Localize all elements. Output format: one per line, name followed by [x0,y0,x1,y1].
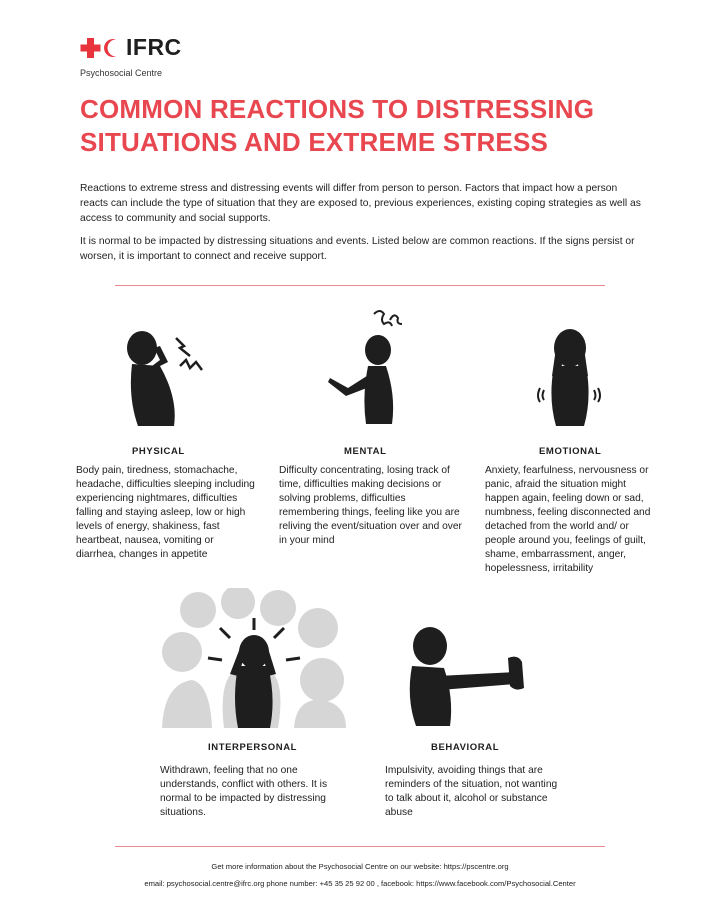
category-title-physical: PHYSICAL [132,446,185,457]
divider-bottom [115,846,605,847]
subbrand: Psychosocial Centre [80,68,163,78]
footer-contact-line: email: psychosocial.centre@ifrc.org phone number: +45 35 25 92 00 , facebook: https://www.facebook.com/Psychosocial.Center [144,879,576,888]
intro-paragraph-2: It is normal to be impacted by distressing situations and events. Listed below are common reactions. If the signs persist or worsen, it is important to connect and receive support. [80,236,635,262]
category-text-mental: Difficulty concentrating, losing track of time, difficulties making decisions or solving problems, difficulties remembering things, feeling like you are reliving the event/situation over and over in your mind [279,465,462,546]
physical-pain-figure-icon [110,318,210,428]
divider-top [115,285,605,286]
intro-paragraph-1: Reactions to extreme stress and distressing events will differ from person to person. Factors that impact how a person reacts can include the type of situation that they are exposed to, previous experiences, existing coping strategies as well as access to community and social supports. [80,183,641,224]
category-text-physical: Body pain, tiredness, stomachache, headache, difficulties sleeping including experiencing nightmares, difficulties falling and staying asleep, low or high levels of energy, shakiness, fast heartbeat, nausea, vomiting or diarrhea, changes in appetite [76,465,255,560]
footer-website-line: Get more information about the Psychosocial Centre on our website: https://pscentre.org [211,862,509,871]
logo-text: IFRC [126,34,182,60]
category-text-interpersonal: Withdrawn, feeling that no one understands, conflict with others. It is normal to be impacted by distressing situations. [160,765,328,818]
category-title-emotional: EMOTIONAL [539,446,602,457]
emotional-crying-figure-icon [530,318,610,428]
category-text-emotional: Anxiety, fearfulness, nervousness or panic, afraid the situation might happen again, feeling down or sad, numbness, feeling disconnected and detached from the world and/ or people around you, feelings of guilt, shame, embarrassment, anger, hopelessness, irritability [485,465,651,574]
red-cross-crescent-icon [80,36,122,60]
category-title-mental: MENTAL [344,446,387,457]
category-text-behavioral: Impulsivity, avoiding things that are reminders of the situation, not wanting to talk about it, alcohol or substance abuse [385,765,558,818]
page-title: COMMON REACTIONS TO DISTRESSING SITUATIONS AND EXTREME STRESS [80,94,595,157]
mental-confused-figure-icon [320,306,420,426]
behavioral-pushing-away-figure-icon [404,618,529,728]
ifrc-logo [80,34,182,61]
category-title-interpersonal: INTERPERSONAL [208,742,298,753]
category-title-behavioral: BEHAVIORAL [431,742,500,753]
interpersonal-crowd-figure-icon [158,588,348,728]
